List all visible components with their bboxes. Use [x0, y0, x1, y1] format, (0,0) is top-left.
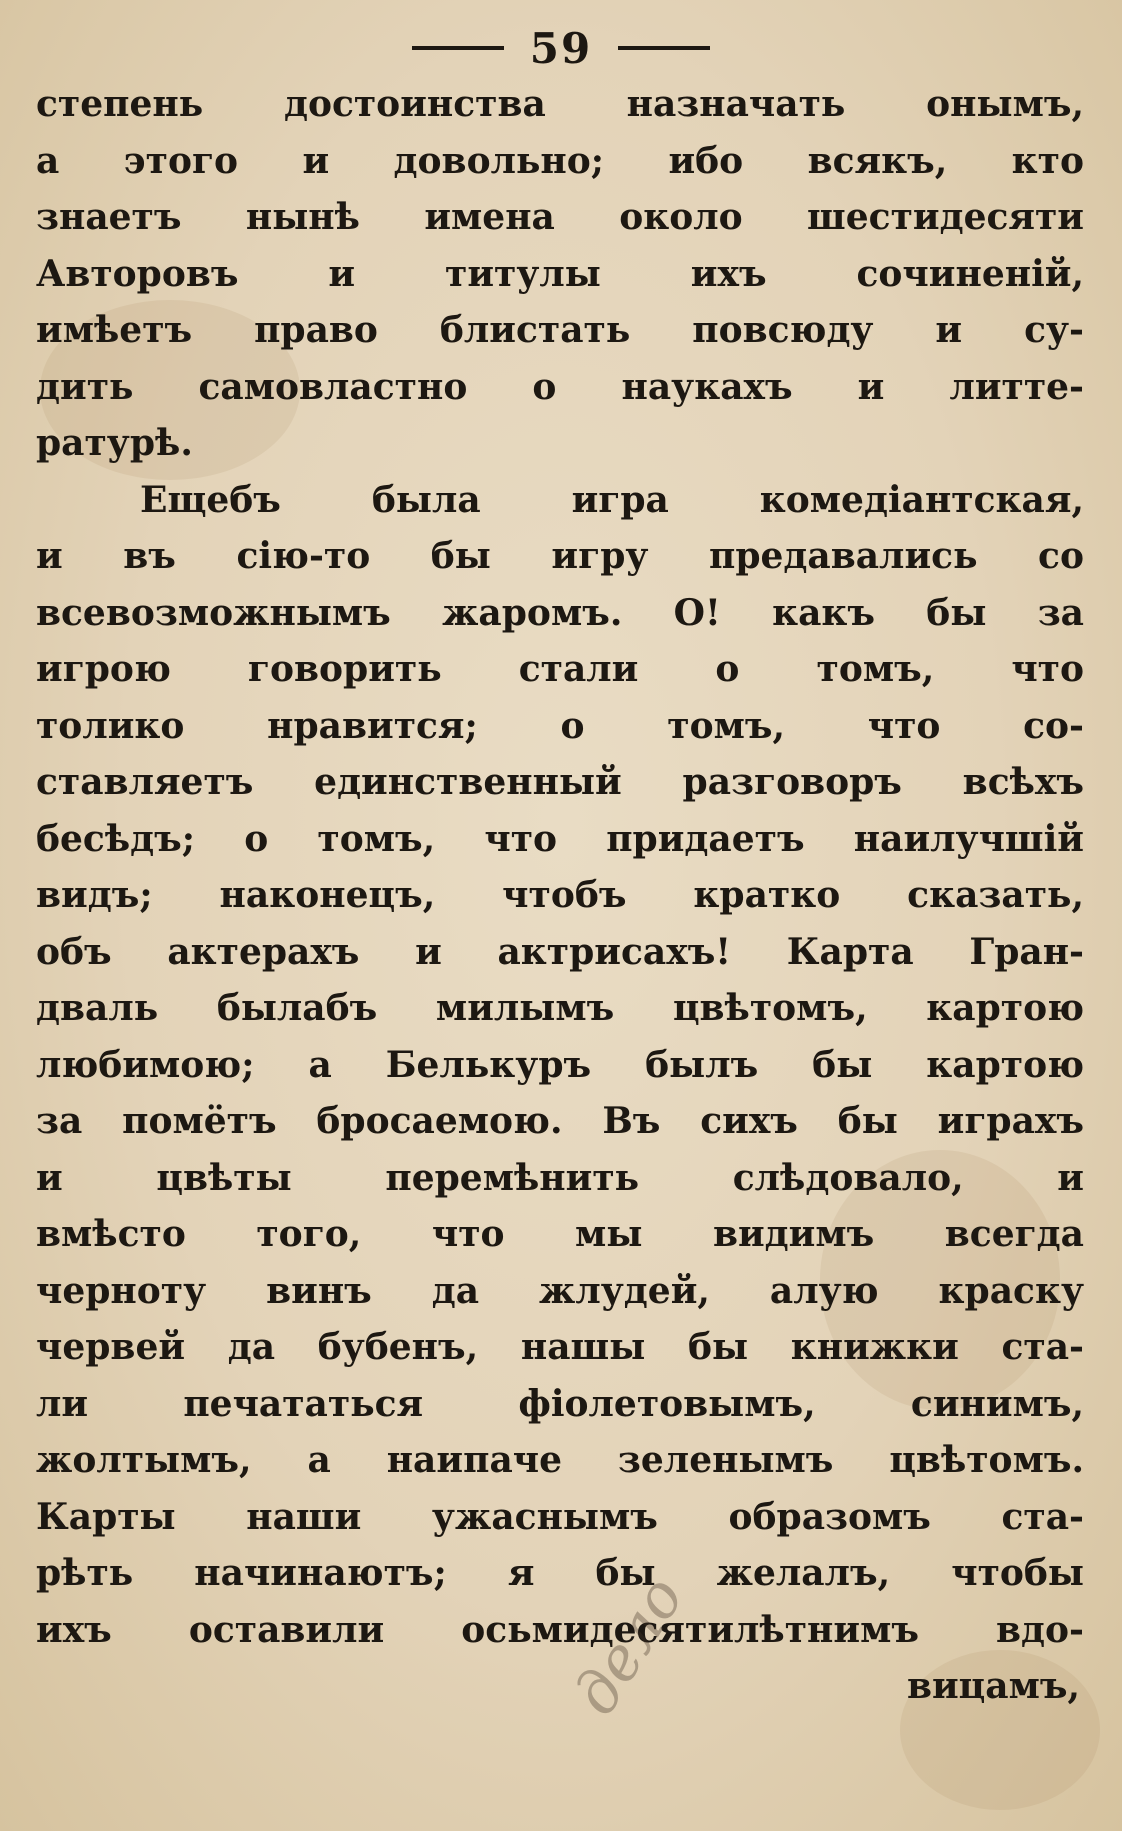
- header-rule-left: [412, 46, 504, 50]
- text-line: червей да бубенъ, нашы бы книжки ста-: [36, 1326, 1084, 1368]
- text-line: Авторовъ и титулы ихъ сочиненій,: [36, 252, 1084, 295]
- text-line: толико нравится; о томъ, что со-: [36, 704, 1084, 747]
- paragraph-start-line: Ещебъ была игра комедіантская,: [140, 478, 1084, 521]
- text-line: ли печататься фіолетовымъ, синимъ,: [36, 1382, 1084, 1425]
- page-number: 59: [529, 23, 593, 73]
- text-line: степень достоинства назначать онымъ,: [36, 83, 1084, 125]
- text-line: имѣетъ право блистать повсюду и су-: [36, 309, 1084, 351]
- page-header: [0, 18, 1122, 78]
- text-line: вмѣсто того, что мы видимъ всегда: [36, 1213, 1084, 1255]
- text-line: дваль былабъ милымъ цвѣтомъ, картою: [36, 987, 1084, 1029]
- text-line: всевозможнымъ жаромъ. О! какъ бы за: [36, 591, 1084, 634]
- text-line: и цвѣты перемѣнить слѣдовало, и: [36, 1156, 1084, 1199]
- text-line: Карты наши ужаснымъ образомъ ста-: [36, 1495, 1084, 1538]
- text-line: жолтымъ, а наипаче зеленымъ цвѣтомъ.: [36, 1439, 1084, 1481]
- text-line: бесѣдъ; о томъ, что придаетъ наилучшій: [36, 817, 1084, 860]
- text-line: рѣть начинаютъ; я бы желалъ, чтобы: [36, 1552, 1084, 1594]
- text-line: а этого и довольно; ибо всякъ, кто: [36, 139, 1084, 182]
- body-text: [36, 76, 1084, 1715]
- header-rule-right: [618, 46, 710, 50]
- text-line: объ актерахъ и актрисахъ! Карта Гран-: [36, 930, 1084, 973]
- text-line: любимою; а Белькуръ былъ бы картою: [36, 1043, 1084, 1086]
- text-line: видъ; наконецъ, чтобъ кратко сказать,: [36, 874, 1084, 916]
- text-line: ставляетъ единственный разговоръ всѣхъ: [36, 761, 1084, 803]
- text-line: знаетъ нынѣ имена около шестидесяти: [36, 196, 1084, 238]
- catchword-line: вицамъ,: [906, 1665, 1080, 1707]
- text-line: игрою говорить стали о томъ, что: [36, 648, 1084, 690]
- text-line: и въ сію-то бы игру предавались со: [36, 535, 1084, 577]
- handwritten-annotation: дело: [560, 1564, 698, 1728]
- text-line: ихъ оставили осьмидесятилѣтнимъ вдо-: [36, 1608, 1084, 1651]
- text-line: дить самовластно о наукахъ и литте-: [36, 365, 1084, 408]
- text-line: за помётъ бросаемою. Въ сихъ бы играхъ: [36, 1100, 1084, 1142]
- text-line: ратурѣ.: [36, 422, 193, 464]
- text-line: черноту винъ да жлудей, алую краску: [36, 1269, 1084, 1312]
